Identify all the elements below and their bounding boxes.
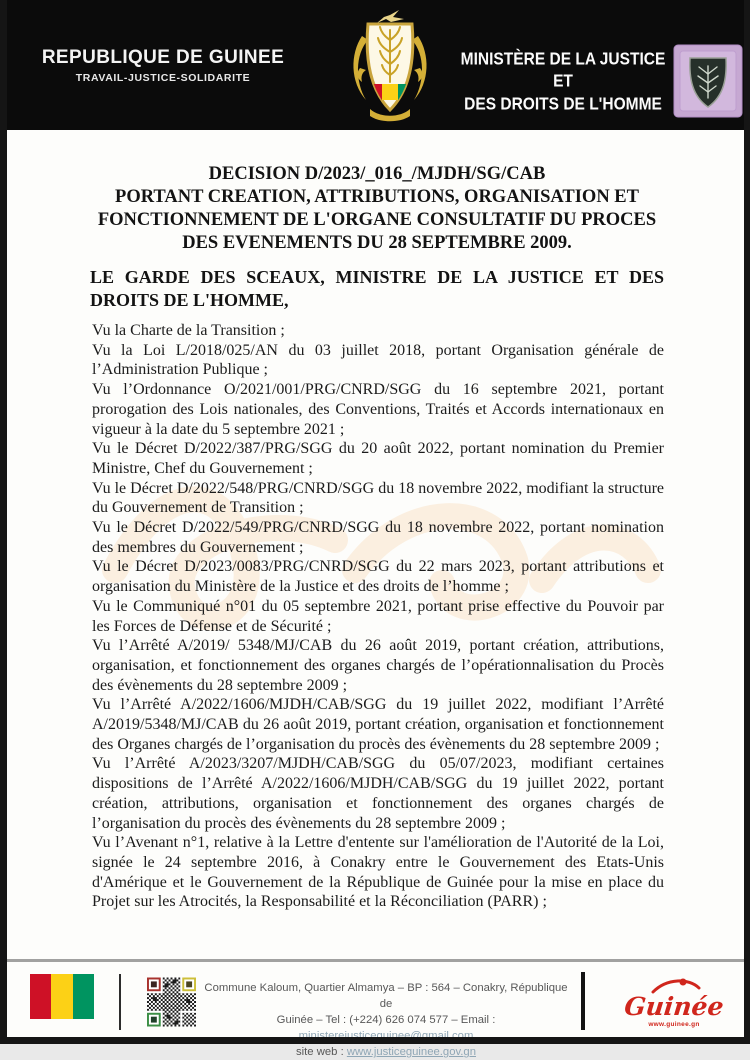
- ministry-title-line2: DES DROITS DE L'HOMME: [464, 95, 662, 114]
- header-banner: [0, 0, 750, 130]
- salutation: LE GARDE DES SCEAUX, MINISTRE DE LA JUSTICE ET DES DROITS DE L'HOMME,: [90, 267, 664, 310]
- title-line2: PORTANT CREATION, ATTRIBUTIONS, ORGANISATION ET: [115, 187, 639, 207]
- decision-vu-clause: Vu le Décret D/2023/0083/PRG/CNRD/SGG du 22 mars 2023, portant attributions et organisation du Ministère de la Justice et des droits de l’homme ;: [92, 558, 664, 596]
- page-border-left: [0, 0, 7, 1044]
- guinee-brand-logo: [618, 978, 730, 1028]
- decision-body: [92, 321, 664, 912]
- decision-vu-clause: Vu l’Arrêté A/2019/ 5348/MJ/CAB du 26 août 2019, portant création, attributions, organisation, et fonctionnement des organes chargés de l’opérationnalisation du Procès des évènements du 28 septembre 2009 ;: [92, 637, 664, 694]
- footer-address-line1: Commune Kaloum, Quartier Almamya – BP : 564 – Conakry, République de: [204, 982, 568, 1011]
- footer-web-label: site web :: [295, 1046, 347, 1059]
- republic-title: REPUBLIQUE DE GUINEE: [41, 47, 285, 68]
- ministry-seal-icon: [673, 44, 743, 118]
- footer-website-link[interactable]: www.justiceguinee.gov.gn: [346, 1046, 476, 1059]
- guinea-flag-icon: [30, 974, 94, 1019]
- ministry-title-line1: MINISTÈRE DE LA JUSTICE ET: [460, 50, 666, 92]
- title-line4: DES EVENEMENTS DU 28 SEPTEMBRE 2009.: [182, 233, 572, 253]
- decision-vu-clause: Vu la Loi L/2018/025/AN du 03 juillet 2018, portant Organisation générale de l’Administration Publique ;: [92, 341, 664, 379]
- title-line3: FONCTIONNEMENT DE L'ORGANE CONSULTATIF DU PROCES: [97, 210, 657, 230]
- decision-vu-clause: Vu la Charte de la Transition ;: [92, 322, 285, 339]
- decision-vu-clause: Vu le Décret D/2022/387/PRG/SGG du 20 août 2022, portant nomination du Premier Ministre, Chef du Gouvernement ;: [92, 440, 664, 477]
- decision-vu-clause: Vu le Décret D/2022/548/PRG/CNRD/SGG du 18 novembre 2022, modifiant la structure du Gouvernement de Transition ;: [92, 479, 664, 517]
- guinee-logo-text: Guinée: [622, 992, 726, 1021]
- flag-green-stripe: [73, 974, 94, 1019]
- guinea-coat-of-arms-icon: [340, 8, 440, 126]
- page-fold-line: [0, 959, 750, 962]
- decision-vu-clause: Vu l’Avenant n°1, relative à la Lettre d'entente sur l'amélioration de l'Autorité de la Loi, signée le 24 septembre 2016, à Conakry entre le Gouvernement des Etats-Unis d'Amérique et le Gouvernement de la République de Guinée pour la mise en place du Projet sur les Atrocités, la Responsabilité et la Réconciliation (PARR) ;: [92, 834, 664, 911]
- title-line1: DECISION D/2023/_016_/MJDH/SG/CAB: [208, 164, 546, 184]
- decision-vu-clause: Vu le Communiqué n°01 du 05 septembre 2021, portant prise effective du Pouvoir par les Forces de Défense et de Sécurité ;: [92, 597, 664, 635]
- footer-divider-right: [581, 972, 585, 1030]
- flag-yellow-stripe: [51, 974, 72, 1019]
- republic-motto: TRAVAIL-JUSTICE-SOLIDARITE: [75, 72, 251, 84]
- republic-block: [38, 47, 288, 84]
- decision-vu-clause: Vu l’Arrêté A/2023/3207/MJDH/CAB/SGG du 05/07/2023, modifiant certaines dispositions de l’Arrêté A/2022/1606/MJDH/CAB/SGG du 19 juillet 2022, portant création, attributions, organisation et fonctionnement des organes chargés de l’organisation du procès des évènements du 28 septembre 2009 ;: [92, 755, 664, 832]
- footer-address-line2: Guinée – Tel : (+224) 626 074 577 – Email :: [276, 1014, 496, 1027]
- decision-vu-clause: Vu l’Ordonnance O/2021/001/PRG/CNRD/SGG du 16 septembre 2021, portant prorogation des Lois nationales, des Conventions, Traités et Accords internationaux en vigueur à la date du 5 septembre 2021 ;: [92, 381, 664, 438]
- decision-vu-clause: Vu l’Arrêté A/2022/1606/MJDH/CAB/SGG du 19 juillet 2022, modifiant l’Arrêté A/2019/5348/MJ/CAB du 26 août 2019, portant création, organisation et fonctionnement des Organes chargés de l’organisation du procès des évènements du 28 septembre 2009 ;: [92, 696, 664, 753]
- ministry-title: [459, 49, 667, 117]
- page-border-bottom: [0, 1037, 750, 1044]
- flag-red-stripe: [30, 974, 51, 1019]
- decision-vu-clause: Vu le Décret D/2022/549/PRG/CNRD/SGG du 18 novembre 2022, portant nomination des membres du Gouvernement ;: [92, 519, 664, 556]
- footer-divider-left: [119, 974, 121, 1030]
- page-border-right: [744, 0, 750, 1044]
- footer-address: [200, 980, 572, 1060]
- guinee-logo-url: www.guinee.gn: [648, 1021, 700, 1028]
- document-title: [88, 163, 666, 255]
- qr-code-icon: [147, 977, 196, 1027]
